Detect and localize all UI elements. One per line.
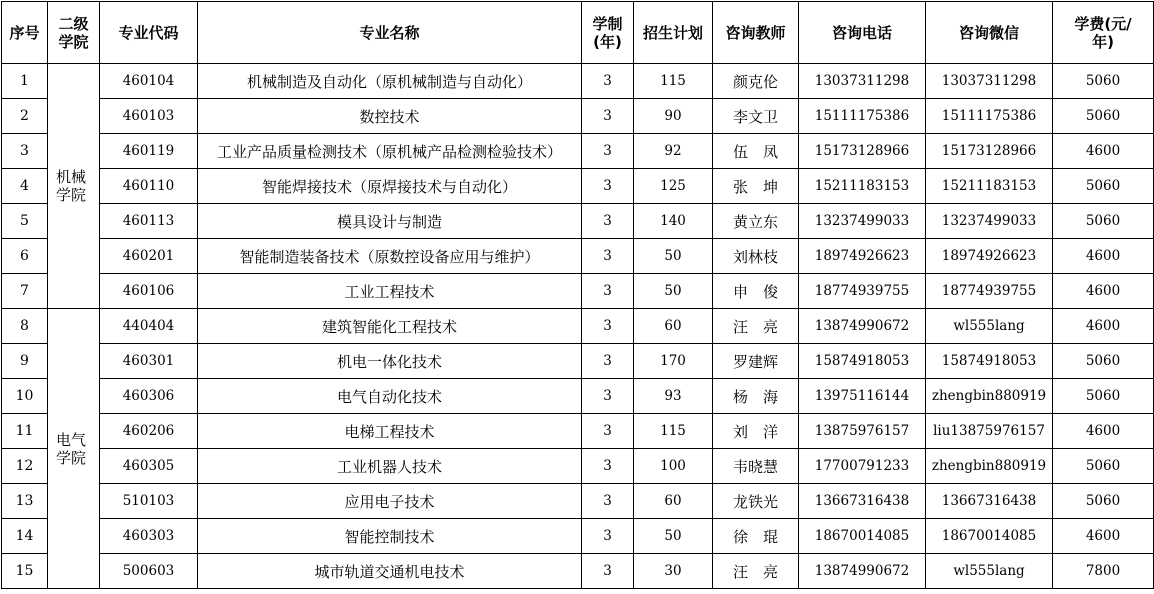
cell-phone: 15111175386 [799, 99, 926, 134]
cell-duration: 3 [582, 64, 634, 99]
cell-code: 460106 [100, 274, 198, 309]
cell-code: 440404 [100, 309, 198, 344]
cell-index: 15 [2, 554, 48, 589]
cell-index: 12 [2, 449, 48, 484]
table-row [2, 64, 1154, 99]
cell-index: 5 [2, 204, 48, 239]
cell-plan: 50 [634, 519, 713, 554]
cell-fee: 5060 [1053, 204, 1154, 239]
cell-phone: 13975116144 [799, 379, 926, 414]
cell-index: 7 [2, 274, 48, 309]
header-teacher: 咨询教师 [713, 2, 799, 64]
cell-teacher: 汪 亮 [713, 309, 799, 344]
table-row [2, 134, 1154, 169]
cell-fee: 4600 [1053, 239, 1154, 274]
cell-index: 9 [2, 344, 48, 379]
cell-fee: 7800 [1053, 554, 1154, 589]
cell-phone: 15173128966 [799, 134, 926, 169]
header-plan: 招生计划 [634, 2, 713, 64]
cell-code: 460110 [100, 169, 198, 204]
cell-wechat: 13667316438 [926, 484, 1053, 519]
cell-name: 智能焊接技术（原焊接技术与自动化） [198, 169, 582, 204]
cell-wechat: wl555lang [926, 309, 1053, 344]
cell-duration: 3 [582, 204, 634, 239]
cell-fee: 4600 [1053, 519, 1154, 554]
cell-wechat: 18670014085 [926, 519, 1053, 554]
cell-phone: 13874990672 [799, 309, 926, 344]
table-row [2, 519, 1154, 554]
cell-index: 14 [2, 519, 48, 554]
cell-teacher: 伍 凤 [713, 134, 799, 169]
table-row [2, 379, 1154, 414]
cell-duration: 3 [582, 344, 634, 379]
cell-fee: 5060 [1053, 484, 1154, 519]
cell-name: 机电一体化技术 [198, 344, 582, 379]
cell-duration: 3 [582, 309, 634, 344]
cell-name: 电气自动化技术 [198, 379, 582, 414]
cell-duration: 3 [582, 169, 634, 204]
cell-code: 460301 [100, 344, 198, 379]
cell-teacher: 张 坤 [713, 169, 799, 204]
cell-name: 工业工程技术 [198, 274, 582, 309]
cell-index: 4 [2, 169, 48, 204]
cell-phone: 18974926623 [799, 239, 926, 274]
header-phone: 咨询电话 [799, 2, 926, 64]
table-row [2, 99, 1154, 134]
cell-phone: 18774939755 [799, 274, 926, 309]
table-body [2, 64, 1154, 589]
cell-wechat: 15874918053 [926, 344, 1053, 379]
enrollment-table [1, 1, 1154, 589]
cell-phone: 13874990672 [799, 554, 926, 589]
cell-plan: 170 [634, 344, 713, 379]
cell-phone: 17700791233 [799, 449, 926, 484]
cell-plan: 92 [634, 134, 713, 169]
cell-teacher: 汪 亮 [713, 554, 799, 589]
header-code: 专业代码 [100, 2, 198, 64]
cell-index: 6 [2, 239, 48, 274]
cell-duration: 3 [582, 99, 634, 134]
cell-fee: 4600 [1053, 134, 1154, 169]
cell-duration: 3 [582, 274, 634, 309]
cell-code: 500603 [100, 554, 198, 589]
cell-wechat: 15211183153 [926, 169, 1053, 204]
cell-teacher: 申 俊 [713, 274, 799, 309]
cell-fee: 5060 [1053, 344, 1154, 379]
header-row [2, 2, 1154, 64]
cell-index: 10 [2, 379, 48, 414]
cell-duration: 3 [582, 414, 634, 449]
cell-plan: 115 [634, 414, 713, 449]
cell-name: 智能控制技术 [198, 519, 582, 554]
cell-fee: 4600 [1053, 309, 1154, 344]
table-row [2, 484, 1154, 519]
cell-duration: 3 [582, 519, 634, 554]
cell-fee: 5060 [1053, 99, 1154, 134]
cell-duration: 3 [582, 239, 634, 274]
table-row [2, 239, 1154, 274]
cell-index: 8 [2, 309, 48, 344]
cell-wechat: 18974926623 [926, 239, 1053, 274]
cell-wechat: zhengbin880919 [926, 379, 1053, 414]
cell-plan: 60 [634, 484, 713, 519]
cell-name: 数控技术 [198, 99, 582, 134]
table-row [2, 204, 1154, 239]
cell-name: 建筑智能化工程技术 [198, 309, 582, 344]
cell-index: 11 [2, 414, 48, 449]
cell-plan: 30 [634, 554, 713, 589]
cell-teacher: 刘林枝 [713, 239, 799, 274]
cell-wechat: 13237499033 [926, 204, 1053, 239]
cell-name: 智能制造装备技术（原数控设备应用与维护） [198, 239, 582, 274]
cell-name: 应用电子技术 [198, 484, 582, 519]
cell-wechat: 15173128966 [926, 134, 1053, 169]
cell-teacher: 韦晓慧 [713, 449, 799, 484]
cell-fee: 5060 [1053, 379, 1154, 414]
cell-code: 460201 [100, 239, 198, 274]
cell-code: 460104 [100, 64, 198, 99]
cell-wechat: wl555lang [926, 554, 1053, 589]
cell-teacher: 龙铁光 [713, 484, 799, 519]
cell-name: 城市轨道交通机电技术 [198, 554, 582, 589]
cell-code: 460306 [100, 379, 198, 414]
cell-wechat: liu13875976157 [926, 414, 1053, 449]
header-fee: 学费(元/年) [1053, 2, 1154, 64]
cell-fee: 5060 [1053, 449, 1154, 484]
cell-wechat: 18774939755 [926, 274, 1053, 309]
cell-duration: 3 [582, 379, 634, 414]
cell-plan: 140 [634, 204, 713, 239]
cell-plan: 90 [634, 99, 713, 134]
cell-phone: 13237499033 [799, 204, 926, 239]
cell-name: 工业产品质量检测技术（原机械产品检测检验技术） [198, 134, 582, 169]
cell-plan: 115 [634, 64, 713, 99]
cell-index: 2 [2, 99, 48, 134]
header-duration: 学制(年) [582, 2, 634, 64]
cell-duration: 3 [582, 484, 634, 519]
cell-name: 电梯工程技术 [198, 414, 582, 449]
table-row [2, 309, 1154, 344]
table-row [2, 449, 1154, 484]
cell-code: 460119 [100, 134, 198, 169]
cell-fee: 4600 [1053, 414, 1154, 449]
header-name: 专业名称 [198, 2, 582, 64]
cell-phone: 18670014085 [799, 519, 926, 554]
cell-phone: 13667316438 [799, 484, 926, 519]
cell-code: 460305 [100, 449, 198, 484]
cell-plan: 50 [634, 239, 713, 274]
cell-code: 460303 [100, 519, 198, 554]
cell-code: 460113 [100, 204, 198, 239]
cell-teacher: 李文卫 [713, 99, 799, 134]
college-cell-electrical: 电气学院 [48, 309, 100, 589]
cell-wechat: 13037311298 [926, 64, 1053, 99]
table-row [2, 274, 1154, 309]
cell-name: 模具设计与制造 [198, 204, 582, 239]
table-row [2, 344, 1154, 379]
cell-plan: 50 [634, 274, 713, 309]
cell-duration: 3 [582, 554, 634, 589]
cell-phone: 13875976157 [799, 414, 926, 449]
header-wechat: 咨询微信 [926, 2, 1053, 64]
cell-code: 460103 [100, 99, 198, 134]
cell-duration: 3 [582, 134, 634, 169]
cell-index: 3 [2, 134, 48, 169]
cell-phone: 13037311298 [799, 64, 926, 99]
cell-plan: 60 [634, 309, 713, 344]
cell-phone: 15874918053 [799, 344, 926, 379]
cell-teacher: 徐 琨 [713, 519, 799, 554]
cell-teacher: 颜克伦 [713, 64, 799, 99]
cell-phone: 15211183153 [799, 169, 926, 204]
cell-fee: 4600 [1053, 274, 1154, 309]
cell-plan: 100 [634, 449, 713, 484]
table-row [2, 554, 1154, 589]
cell-code: 460206 [100, 414, 198, 449]
cell-teacher: 罗建辉 [713, 344, 799, 379]
header-college: 二级学院 [48, 2, 100, 64]
cell-plan: 93 [634, 379, 713, 414]
cell-index: 1 [2, 64, 48, 99]
cell-teacher: 杨 海 [713, 379, 799, 414]
college-cell-mechanical: 机械学院 [48, 64, 100, 309]
cell-wechat: zhengbin880919 [926, 449, 1053, 484]
cell-fee: 5060 [1053, 169, 1154, 204]
cell-name: 机械制造及自动化（原机械制造与自动化） [198, 64, 582, 99]
table-row [2, 169, 1154, 204]
cell-name: 工业机器人技术 [198, 449, 582, 484]
cell-teacher: 黄立东 [713, 204, 799, 239]
cell-plan: 125 [634, 169, 713, 204]
cell-duration: 3 [582, 449, 634, 484]
cell-teacher: 刘 洋 [713, 414, 799, 449]
table-row [2, 414, 1154, 449]
cell-code: 510103 [100, 484, 198, 519]
cell-wechat: 15111175386 [926, 99, 1053, 134]
cell-fee: 5060 [1053, 64, 1154, 99]
cell-index: 13 [2, 484, 48, 519]
header-index: 序号 [2, 2, 48, 64]
